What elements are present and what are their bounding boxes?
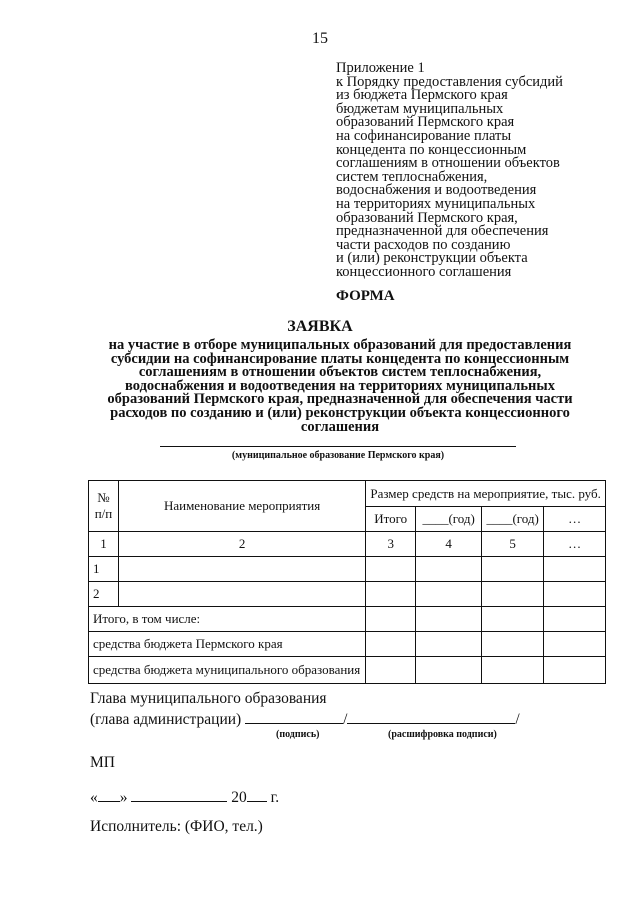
appendix-line: образований Пермского края [336, 114, 515, 131]
amount-cell[interactable] [544, 557, 606, 582]
total-label: Итого, в том числе: [89, 607, 366, 632]
appendix-line: водоснабжения и водоотведения [336, 182, 537, 199]
stamp-label: МП [90, 754, 115, 771]
appendix-block [336, 62, 626, 280]
amount-cell[interactable] [366, 582, 416, 607]
amount-cell[interactable] [482, 607, 544, 632]
signature-line [90, 711, 520, 729]
signature-title: Глава муниципального образования [90, 690, 327, 707]
signature-role: (глава администрации) [90, 711, 242, 728]
amount-cell[interactable] [544, 607, 606, 632]
amount-cell[interactable] [482, 657, 544, 684]
subtitle-line: на участие в отборе муниципальных образований для предоставления [108, 337, 572, 353]
signature-caption: (подпись) [276, 729, 320, 740]
table-municipal-row [89, 657, 606, 684]
appendix-line: предназначенной для обеспечения [336, 223, 549, 240]
subheader-year: ____(год) [416, 507, 482, 532]
signature-decode-caption: (расшифровка подписи) [388, 729, 497, 740]
index-cell: … [544, 532, 606, 557]
date-year-suffix: г. [270, 789, 280, 806]
amount-cell[interactable] [544, 582, 606, 607]
appendix-line: части расходов по созданию [336, 236, 511, 253]
date-open-quote: « [90, 789, 98, 806]
date-line [90, 789, 279, 807]
appendix-line: соглашениям в отношении объектов [336, 155, 560, 172]
row-num: 1 [89, 557, 119, 582]
appendix-line: Приложение 1 [336, 60, 425, 76]
row-name-cell[interactable] [118, 557, 365, 582]
amount-cell[interactable] [482, 582, 544, 607]
municipal-budget-label: средства бюджета муниципального образования [89, 657, 366, 684]
table-total-row [89, 607, 606, 632]
appendix-line: систем теплоснабжения, [336, 168, 488, 185]
signature-slash: / [343, 711, 348, 728]
amount-cell[interactable] [366, 657, 416, 684]
amount-cell[interactable] [482, 632, 544, 657]
regional-budget-label: средства бюджета Пермского края [89, 632, 366, 657]
date-day-input[interactable] [98, 801, 120, 802]
subheader-total: Итого [366, 507, 416, 532]
index-cell: 5 [482, 532, 544, 557]
municipality-caption: (муниципальное образование Пермского края) [231, 450, 445, 461]
document-subtitle [60, 339, 620, 434]
subheader-more: … [544, 507, 606, 532]
header-amount: Размер средств на мероприятие, тыс. руб. [366, 481, 606, 507]
amount-cell[interactable] [416, 582, 482, 607]
appendix-line: бюджетам муниципальных [336, 100, 504, 117]
subtitle-line: образований Пермского края, предназначенной для обеспечения части [107, 391, 573, 408]
form-label: ФОРМА [336, 288, 395, 304]
appendix-line: из бюджета Пермского края [336, 87, 508, 104]
index-cell: 2 [118, 532, 365, 557]
document-title: ЗАЯВКА [287, 318, 353, 335]
executor-label: Исполнитель: (ФИО, тел.) [90, 818, 263, 835]
budget-table [88, 480, 606, 684]
subtitle-line: соглашениям в отношении объектов систем теплоснабжения, [138, 364, 542, 381]
header-num: № п/п [89, 481, 119, 532]
row-name-cell[interactable] [118, 582, 365, 607]
amount-cell[interactable] [416, 607, 482, 632]
amount-cell[interactable] [416, 557, 482, 582]
date-close-quote: » [119, 789, 128, 806]
index-cell: 3 [366, 532, 416, 557]
date-month-input[interactable] [131, 801, 227, 802]
appendix-line: на территориях муниципальных [336, 195, 536, 212]
appendix-line: и (или) реконструкции объекта [336, 250, 528, 267]
signature-decode-input[interactable] [347, 723, 515, 724]
subtitle-line: водоснабжения и водоотведения на территориях муниципальных [125, 377, 555, 394]
subtitle-line: субсидии на софинансирование платы концедента по концессионным [110, 350, 570, 367]
amount-cell[interactable] [366, 607, 416, 632]
table-header-row [89, 481, 606, 507]
date-year-input[interactable] [247, 801, 267, 802]
appendix-line: концессионного соглашения [336, 263, 512, 280]
amount-cell[interactable] [366, 557, 416, 582]
appendix-line: к Порядку предоставления субсидий [336, 73, 563, 90]
amount-cell[interactable] [544, 657, 606, 684]
table-row [89, 557, 606, 582]
table-row [89, 582, 606, 607]
amount-cell[interactable] [544, 632, 606, 657]
row-num: 2 [89, 582, 119, 607]
signature-input[interactable] [245, 723, 343, 724]
subtitle-line: соглашения [300, 418, 380, 435]
index-cell: 1 [89, 532, 119, 557]
subtitle-line: расходов по созданию и (или) реконструкции объекта концессионного [110, 404, 570, 421]
appendix-line: образований Пермского края, [336, 209, 518, 226]
table-regional-row [89, 632, 606, 657]
page-number: 15 [312, 30, 328, 47]
header-name: Наименование мероприятия [118, 481, 365, 532]
amount-cell[interactable] [366, 632, 416, 657]
signature-slash: / [515, 711, 520, 728]
index-cell: 4 [416, 532, 482, 557]
subheader-year: ____(год) [482, 507, 544, 532]
appendix-line: на софинансирование платы [336, 127, 512, 144]
date-year-prefix: 20 [231, 789, 247, 806]
table-index-row [89, 532, 606, 557]
municipality-input-line[interactable] [160, 446, 516, 447]
amount-cell[interactable] [416, 632, 482, 657]
amount-cell[interactable] [482, 557, 544, 582]
appendix-line: концедента по концессионным [336, 141, 527, 158]
amount-cell[interactable] [416, 657, 482, 684]
